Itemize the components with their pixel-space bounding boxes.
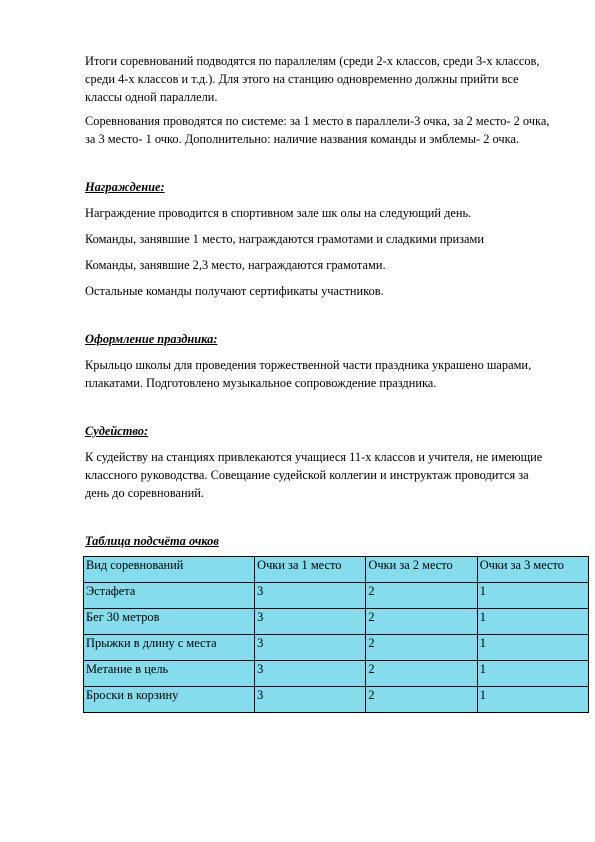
table-cell: 3 — [255, 687, 366, 713]
intro-paragraph-1: Итоги соревнований подводятся по параллелям (среди 2-х классов, среди 3-х классов, среди 4-х классов и т.д.). Для этого на станцию одновременно должны прийти все классы одной параллели. — [85, 54, 540, 104]
table-cell: 2 — [366, 583, 477, 609]
award-line: Команды, занявшие 2,3 место, награждаются грамотами. — [85, 258, 386, 272]
award-heading: Награждение: — [85, 180, 165, 194]
table-row — [84, 687, 589, 713]
judging-paragraph: К судейству на станциях привлекаются учащиеся 11-х классов и учителя, не имеющие классного руководства. Совещание судейской коллегии и инструктаж проводится за день до соревнований. — [85, 450, 543, 500]
table-cell: 2 — [366, 635, 477, 661]
table-cell: 3 — [255, 609, 366, 635]
table-header-cell: Очки за 2 место — [366, 557, 477, 583]
table-cell: 3 — [255, 635, 366, 661]
table-cell: Метание в цель — [84, 661, 255, 687]
table-cell: Эстафета — [84, 583, 255, 609]
document-body — [85, 52, 564, 713]
table-header-row — [84, 557, 589, 583]
table-row — [84, 661, 589, 687]
table-cell: Прыжки в длину с места — [84, 635, 255, 661]
table-cell: 2 — [366, 687, 477, 713]
table-cell: 1 — [477, 583, 588, 609]
table-header-cell: Очки за 3 место — [477, 557, 588, 583]
table-row — [84, 609, 589, 635]
table-cell: Броски в корзину — [84, 687, 255, 713]
table-cell: 1 — [477, 609, 588, 635]
table-cell: 3 — [255, 583, 366, 609]
score-table — [83, 556, 589, 713]
score-table-heading: Таблица подсчёта очков — [85, 534, 219, 548]
table-cell: Бег 30 метров — [84, 609, 255, 635]
table-cell: 1 — [477, 687, 588, 713]
table-cell: 1 — [477, 661, 588, 687]
table-row — [84, 635, 589, 661]
award-line: Награждение проводится в спортивном зале шк олы на следующий день. — [85, 206, 472, 220]
judging-heading: Судейство: — [85, 424, 149, 438]
table-cell: 3 — [255, 661, 366, 687]
table-header-cell: Очки за 1 место — [255, 557, 366, 583]
award-line: Остальные команды получают сертификаты участников. — [85, 284, 384, 298]
decor-heading: Оформление праздника: — [85, 332, 218, 346]
table-row — [84, 583, 589, 609]
table-cell: 1 — [477, 635, 588, 661]
table-cell: 2 — [366, 661, 477, 687]
table-header-cell: Вид соревнований — [84, 557, 255, 583]
decor-paragraph: Крыльцо школы для проведения торжественной части праздника украшено шарами, плакатами. Подготовлено музыкальное сопровождение праздника. — [85, 358, 532, 390]
table-cell: 2 — [366, 609, 477, 635]
intro-paragraph-2: Соревнования проводятся по системе: за 1 место в параллели-3 очка, за 2 место- 2 очка, за 3 место- 1 очко. Дополнительно: наличие названия команды и эмблемы- 2 очка. — [85, 114, 550, 146]
award-line: Команды, занявшие 1 место, награждаются грамотами и сладкими призами — [85, 232, 485, 246]
